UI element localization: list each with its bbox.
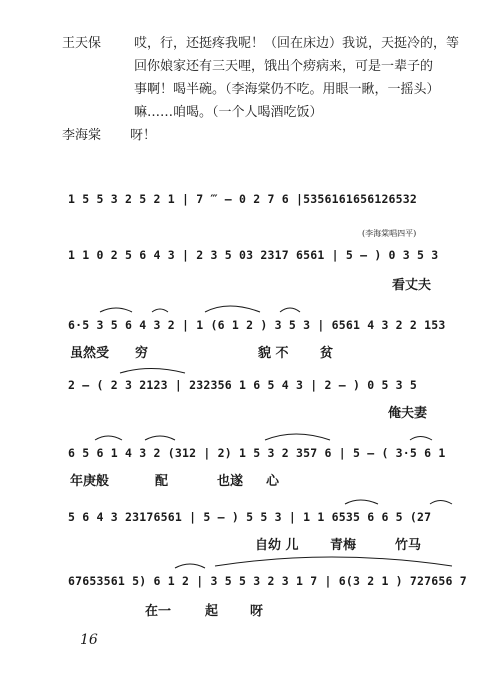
page-number: 16 [80,632,98,648]
lyric: 起 [205,604,219,619]
music-row [68,378,448,400]
music-row [68,192,448,214]
lyric: 在一 [145,604,172,619]
lyric: 青梅 [330,538,357,553]
jianpu-notes: 67653561 5) 6 1 2 | 3 5 5 3 2 3 1 7 | 6(3 2 1 ) 727656 7 [68,574,467,588]
lyric: 配 [155,474,169,489]
lyric: 年庚般 [70,474,110,489]
music-row [68,318,448,340]
jianpu-notes: 5 6 4 3 23176561 | 5 — ) 5 5 3 | 1 1 6535 6 6 5 (27 [68,510,432,524]
lyric: 贫 [320,346,334,361]
lyric: 穷 [135,346,149,361]
lyric: 自幼 儿 [255,538,299,553]
lyric: 呀 [250,604,264,619]
music-row [68,574,467,596]
speaker-name: 王天保 [62,36,102,51]
jianpu-notes: 1 1 0 2 5 6 4 3 | 2 3 5 03 2317 6561 | 5 — ) 0 3 5 3 [68,248,439,262]
lyric: 看丈夫 [392,278,432,293]
lyric: 虽然受 [70,346,110,361]
lyric: 也遂 [217,474,244,489]
jianpu-notes: 6·5 3 5 6 4 3 2 | 1 (6 1 2 ) 3 5 3 | 6561 4 3 2 2 153 [68,318,446,332]
dialogue-text: 嘛……咱喝。（一个人喝酒吃饭） [134,105,323,120]
lyric: 心 [266,474,280,489]
lyric: 竹马 [395,538,422,553]
jianpu-notes: 6 5 6 1 4 3 2 (312 | 2) 1 5 3 2 357 6 | 5 — ( 3·5 6 1 [68,446,446,460]
lyric: 俺夫妻 [388,406,428,421]
jianpu-notes: 2 — ( 2 3 2123 | 232356 1 6 5 4 3 | 2 — ) 0 5 3 5 [68,378,418,392]
dialogue-text: 回你娘家还有三天哩，饿出个痨病来，可是一辈子的 [134,59,434,74]
lyric: 貌 不 [258,346,289,361]
performance-annotation: (李海棠唱四平) [362,229,417,238]
speaker-name: 李海棠 [62,128,102,143]
dialogue-text: 哎，行，还挺疼我呢！（回在床边）我说，天挺冷的，等 [134,36,460,51]
dialogue-text: 呀！ [130,128,157,143]
music-row [68,510,448,532]
music-row [68,248,448,270]
jianpu-notes: 1 5 5 3 2 5 2 1 | 7 ‴ — 0 2 7 6 |5356161656126532 [68,192,418,206]
music-row [68,446,448,468]
dialogue-text: 事啊！喝半碗。（李海棠仍不吃。用眼一瞅，一摇头） [134,82,440,97]
